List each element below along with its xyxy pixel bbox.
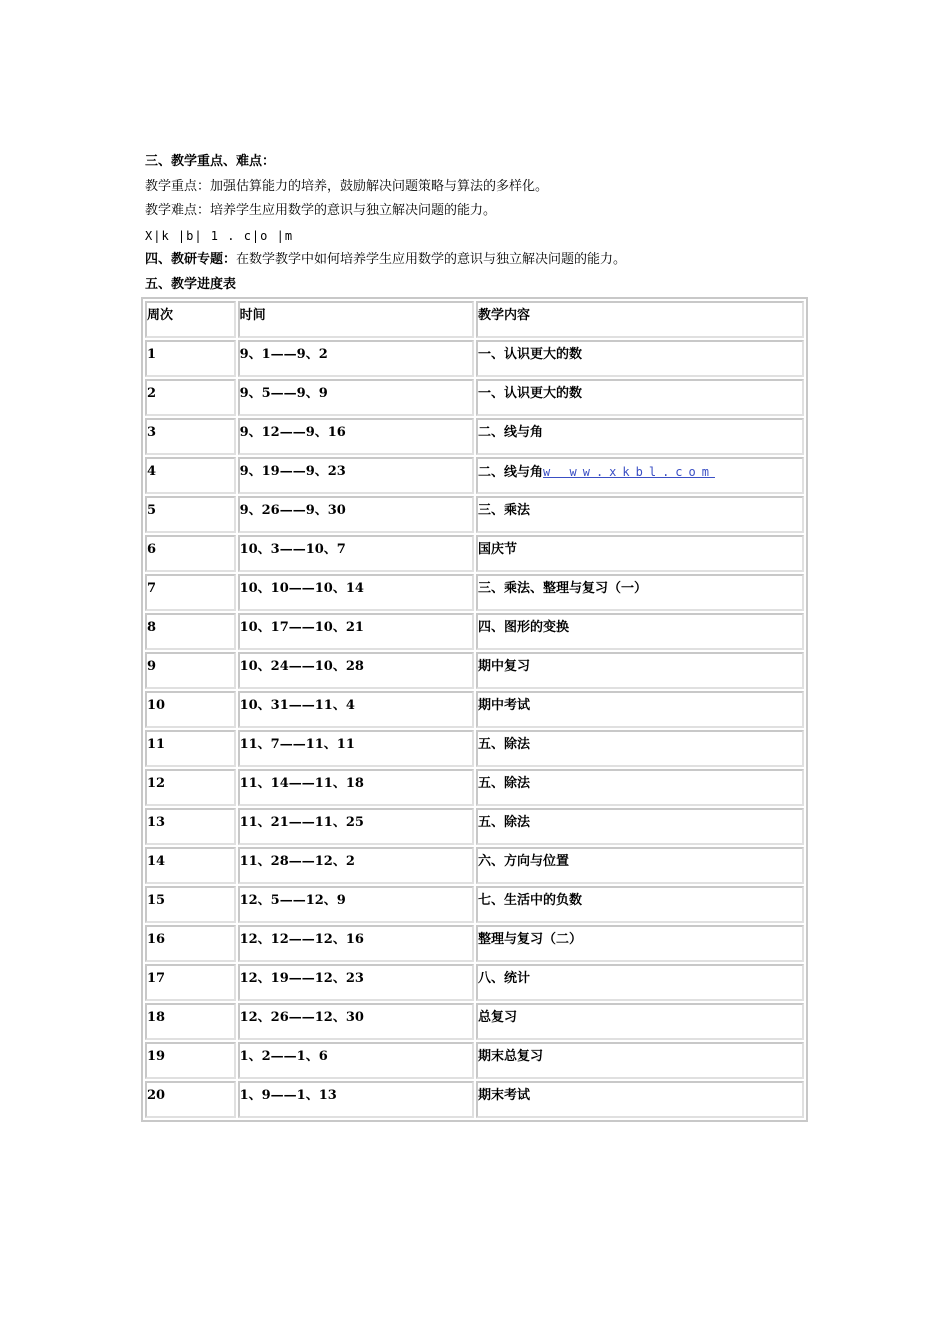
week-cell — [145, 847, 236, 884]
table-row — [145, 574, 804, 611]
content-cell-text: 七、生活中的负数 — [478, 893, 583, 908]
time-cell-text: 11、7——11、11 — [239, 737, 355, 752]
time-cell-text: 10、10——10、14 — [239, 581, 364, 596]
content-cell — [476, 418, 804, 455]
week-cell-text: 15 — [147, 893, 166, 908]
content-cell-text: 国庆节 — [478, 542, 518, 557]
content-cell — [476, 496, 804, 533]
table-row — [145, 1081, 804, 1118]
time-cell-text: 9、19——9、23 — [239, 464, 346, 479]
document-body — [145, 150, 810, 1122]
section4-text: 在数学教学中如何培养学生应用数学的意识与独立解决问题的能力。 — [236, 252, 627, 267]
week-cell-text: 9 — [147, 659, 157, 674]
week-cell-text: 5 — [147, 503, 157, 518]
time-cell-text: 9、1——9、2 — [239, 347, 328, 362]
time-cell-text: 9、26——9、30 — [239, 503, 346, 518]
week-cell-text: 14 — [147, 854, 166, 869]
table-row — [145, 1042, 804, 1079]
content-cell — [476, 340, 804, 377]
content-cell — [476, 808, 804, 845]
difficulty-label: 教学难点： — [145, 203, 211, 218]
table-row — [145, 730, 804, 767]
schedule-table-body — [145, 301, 804, 1118]
table-row — [145, 379, 804, 416]
content-cell — [476, 574, 804, 611]
content-cell — [476, 457, 804, 494]
key-points-label: 教学重点： — [145, 178, 211, 194]
time-cell-text: 12、5——12、9 — [239, 893, 346, 908]
schedule-table — [141, 297, 808, 1122]
header-content: 教学内容 — [476, 301, 804, 338]
section3-heading: 三、教学重点、难点： — [145, 154, 276, 169]
week-cell — [145, 1003, 236, 1040]
time-cell — [238, 847, 474, 884]
section4-heading: 四、教研专题： — [145, 252, 237, 267]
time-cell — [238, 457, 474, 494]
key-points-text: 加强估算能力的培养，鼓励解决问题策略与算法的多样化。 — [210, 178, 549, 194]
content-cell — [476, 613, 804, 650]
week-cell — [145, 886, 236, 923]
week-cell — [145, 379, 236, 416]
table-row — [145, 457, 804, 494]
week-cell — [145, 808, 236, 845]
week-cell-text: 8 — [147, 620, 157, 635]
table-row — [145, 886, 804, 923]
time-cell-text: 12、19——12、23 — [239, 971, 364, 986]
time-cell — [238, 535, 474, 572]
content-cell — [476, 730, 804, 767]
table-row — [145, 613, 804, 650]
week-cell-text: 6 — [147, 542, 157, 557]
time-cell-text: 10、24——10、28 — [239, 659, 364, 674]
difficulty-text: 培养学生应用数学的意识与独立解决问题的能力。 — [210, 203, 497, 218]
content-cell — [476, 964, 804, 1001]
week-cell — [145, 925, 236, 962]
key-points-line — [145, 175, 810, 200]
content-cell — [476, 691, 804, 728]
time-cell — [238, 1081, 474, 1118]
week-cell-text: 3 — [147, 425, 157, 440]
time-cell-text: 12、26——12、30 — [239, 1010, 364, 1025]
week-cell — [145, 691, 236, 728]
time-cell-text: 9、12——9、16 — [239, 425, 346, 440]
content-cell — [476, 652, 804, 689]
week-cell-text: 17 — [147, 971, 166, 986]
week-cell-text: 18 — [147, 1010, 166, 1025]
week-cell-text: 16 — [147, 932, 166, 947]
time-cell-text: 10、31——11、4 — [239, 698, 355, 713]
table-row — [145, 535, 804, 572]
week-cell — [145, 340, 236, 377]
content-cell-text: 一、认识更大的数 — [478, 386, 583, 401]
header-time: 时间 — [238, 301, 474, 338]
section5-heading: 五、教学进度表 — [145, 276, 237, 292]
content-cell-text: 六、方向与位置 — [478, 854, 570, 869]
time-cell — [238, 1042, 474, 1079]
time-cell — [238, 769, 474, 806]
week-cell-text: 4 — [147, 464, 157, 479]
week-cell — [145, 730, 236, 767]
content-cell — [476, 886, 804, 923]
time-cell — [238, 379, 474, 416]
content-cell-text: 五、除法 — [478, 776, 531, 791]
week-cell-text: 13 — [147, 815, 166, 830]
table-row — [145, 496, 804, 533]
content-cell-text: 五、除法 — [478, 737, 531, 752]
table-row — [145, 847, 804, 884]
week-cell — [145, 535, 236, 572]
time-cell-text: 11、14——11、18 — [239, 776, 364, 791]
time-cell — [238, 613, 474, 650]
content-cell-text: 期中考试 — [478, 698, 531, 713]
time-cell-text: 10、3——10、7 — [239, 542, 346, 557]
table-row — [145, 691, 804, 728]
week-cell-text: 2 — [147, 386, 157, 401]
content-cell-text: 期末总复习 — [478, 1049, 544, 1064]
week-cell-text: 20 — [147, 1088, 166, 1103]
week-cell — [145, 613, 236, 650]
content-cell — [476, 769, 804, 806]
week-cell — [145, 964, 236, 1001]
table-row — [145, 340, 804, 377]
time-cell — [238, 886, 474, 923]
content-cell-text: 三、乘法 — [478, 503, 531, 518]
content-cell — [476, 1003, 804, 1040]
time-cell — [238, 964, 474, 1001]
week-cell — [145, 1042, 236, 1079]
content-cell — [476, 1042, 804, 1079]
week-cell — [145, 418, 236, 455]
content-cell-text: 二、线与角 — [478, 465, 544, 480]
content-cell-text: 期中复习 — [478, 659, 531, 674]
time-cell — [238, 574, 474, 611]
time-cell-text: 12、12——12、16 — [239, 932, 364, 947]
content-cell-text: 总复习 — [478, 1010, 518, 1025]
time-cell — [238, 808, 474, 845]
table-header-row — [145, 301, 804, 338]
content-cell-text: 一、认识更大的数 — [478, 347, 583, 362]
week-cell-text: 12 — [147, 776, 166, 791]
content-cell-text: 八、统计 — [478, 971, 531, 986]
content-cell-text: 四、图形的变换 — [478, 620, 570, 635]
time-cell — [238, 496, 474, 533]
time-cell — [238, 925, 474, 962]
section4-line — [145, 248, 810, 273]
time-cell-text: 11、28——12、2 — [239, 854, 355, 869]
time-cell-text: 1、9——1、13 — [239, 1088, 337, 1103]
week-cell-text: 1 — [147, 347, 157, 362]
week-cell — [145, 574, 236, 611]
table-row — [145, 652, 804, 689]
watermark-link[interactable]: w ww.xkbl.com — [543, 465, 715, 479]
time-cell — [238, 418, 474, 455]
week-cell-text: 19 — [147, 1049, 166, 1064]
week-cell — [145, 1081, 236, 1118]
week-cell-text: 11 — [147, 737, 166, 752]
week-cell-text: 7 — [147, 581, 157, 596]
time-cell — [238, 1003, 474, 1040]
header-week: 周次 — [145, 301, 236, 338]
difficulty-line — [145, 199, 810, 224]
time-cell-text: 10、17——10、21 — [239, 620, 364, 635]
content-cell-text: 二、线与角 — [478, 425, 544, 440]
content-cell — [476, 535, 804, 572]
content-cell-text: 期末考试 — [478, 1088, 531, 1103]
week-cell — [145, 457, 236, 494]
time-cell-text: 1、2——1、6 — [239, 1049, 328, 1064]
watermark-text: X|k |b| 1 . c|o |m — [145, 228, 294, 243]
time-cell — [238, 340, 474, 377]
week-cell — [145, 769, 236, 806]
time-cell — [238, 730, 474, 767]
content-cell — [476, 925, 804, 962]
content-cell — [476, 1081, 804, 1118]
table-row — [145, 1003, 804, 1040]
time-cell-text: 9、5——9、9 — [239, 386, 328, 401]
content-cell-text: 三、乘法、整理与复习（一） — [478, 581, 648, 596]
content-cell — [476, 379, 804, 416]
time-cell — [238, 691, 474, 728]
content-cell-text: 五、除法 — [478, 815, 531, 830]
week-cell — [145, 652, 236, 689]
table-row — [145, 925, 804, 962]
table-row — [145, 418, 804, 455]
content-cell-text: 整理与复习（二） — [478, 932, 583, 947]
content-cell — [476, 847, 804, 884]
week-cell — [145, 496, 236, 533]
table-row — [145, 769, 804, 806]
week-cell-text: 10 — [147, 698, 166, 713]
time-cell-text: 11、21——11、25 — [239, 815, 364, 830]
table-row — [145, 808, 804, 845]
table-row — [145, 964, 804, 1001]
time-cell — [238, 652, 474, 689]
